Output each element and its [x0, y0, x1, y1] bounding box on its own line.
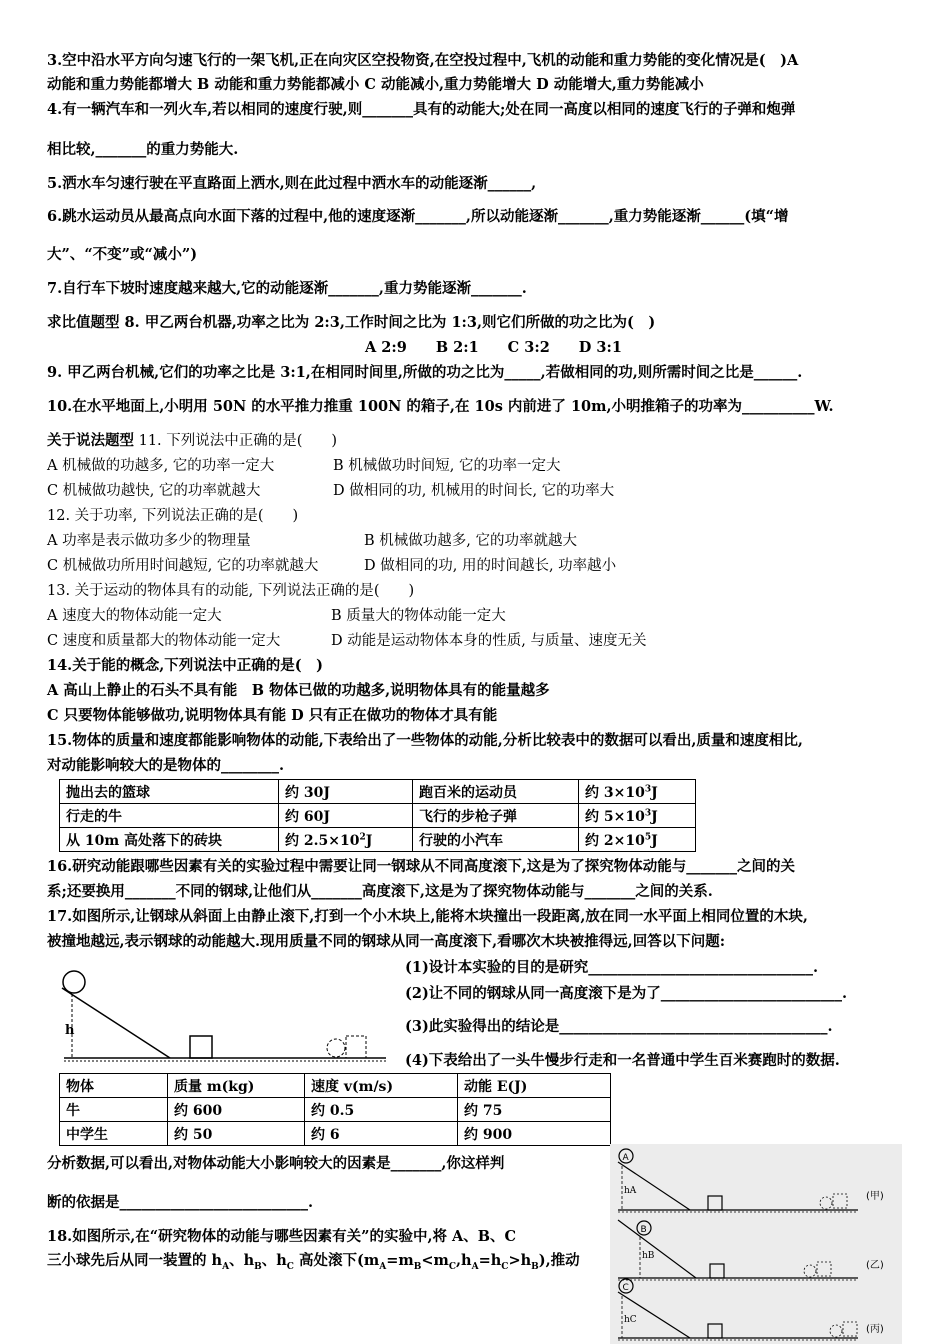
- abc-ramp-figure: [610, 1144, 902, 1344]
- q18-sub: C: [286, 1261, 294, 1272]
- exponent: 5: [644, 831, 652, 842]
- table-cell: 约 600: [168, 1098, 305, 1122]
- cell-value: 约 5×10: [585, 808, 645, 825]
- table-cell: [579, 804, 696, 828]
- table-cell: 约 75: [458, 1098, 611, 1122]
- table-cell: 飞行的步枪子弹: [413, 804, 579, 828]
- q5-line1: 5.洒水车匀速行驶在平直路面上洒水,则在此过程中洒水车的动能逐渐______,: [47, 175, 537, 192]
- q17-after2: 断的依据是__________________________.: [47, 1194, 314, 1211]
- q15-line2: 对动能影响较大的是物体的________.: [47, 757, 285, 774]
- table-cell: [279, 828, 413, 852]
- q10-line1: 10.在水平地面上,小明用 50N 的水平推力推重 100N 的箱子,在 10s 内前进了 10m,小明推箱子的功率为__________W.: [47, 398, 834, 415]
- table-header-cell: 物体: [60, 1074, 168, 1098]
- steel-ball: [63, 971, 85, 993]
- unit: J: [651, 832, 658, 849]
- height-label-c: hC: [624, 1315, 637, 1325]
- table-cell: [579, 828, 696, 852]
- cell-value: 约 2.5×10: [285, 832, 360, 849]
- exponent: 2: [359, 831, 366, 842]
- q9-line1: 9. 甲乙两台机械,它们的功率之比是 3:1,在相同时间里,所做的功之比为_____,若做相同的功,则所需时间之比是______.: [47, 364, 803, 381]
- q12-stem: 12. 关于功率, 下列说法正确的是( ): [47, 508, 299, 524]
- table-cell: 从 10m 高处落下的砖块: [60, 828, 279, 852]
- height-label: h: [65, 1023, 75, 1038]
- height-label-a: hA: [624, 1186, 637, 1196]
- figure-background: [610, 1144, 902, 1344]
- table-cell: 约 60J: [279, 804, 413, 828]
- q16-line2: 系;还要换用_______不同的钢球,让他们从_______高度滚下,这是为了探究物体动能与_______之间的关系.: [47, 883, 713, 900]
- ball-ghost: [327, 1039, 345, 1057]
- q14-stem: 14.关于能的概念,下列说法中正确的是( ): [47, 657, 323, 674]
- q18-line1: 18.如图所示,在“研究物体的动能与哪些因素有关”的实验中,将 A、B、C: [47, 1228, 517, 1245]
- q17-sub2: (2)让不同的钢球从同一高度滚下是为了_________________________.: [405, 985, 848, 1002]
- q17-after1: 分析数据,可以看出,对物体动能大小影响较大的因素是_______,你这样判: [47, 1155, 505, 1172]
- incline-ramp-figure: [52, 966, 392, 1066]
- panel-tag-a: (甲): [866, 1191, 884, 1202]
- table-row: [60, 828, 696, 852]
- table-row: [60, 1098, 611, 1122]
- q11-prefix: 关于说法题型: [47, 432, 134, 449]
- exponent: 3: [644, 807, 652, 818]
- q12-opt-d: D 做相同的功, 用的时间越长, 功率越小: [364, 558, 617, 574]
- q7-line1: 7.自行车下坡时速度越来越大,它的动能逐渐_______,重力势能逐渐_______.: [47, 280, 527, 297]
- table-cell: 约 50: [168, 1122, 305, 1146]
- cell-value: 约 2×10: [585, 832, 645, 849]
- q4-line1: 4.有一辆汽车和一列火车,若以相同的速度行驶,则_______具有的动能大;处在同一高度以相同的速度飞行的子弹和炮弹: [47, 101, 796, 118]
- unit: J: [651, 808, 658, 825]
- table-cell: 约 6: [305, 1122, 458, 1146]
- q12-opt-b: B 机械做功越多, 它的功率就越大: [364, 533, 577, 549]
- unit: J: [365, 832, 373, 849]
- q11-opt-b: B 机械做功时间短, 它的功率一定大: [333, 458, 561, 474]
- q6-line2: 大”、“不变”或“减小”): [47, 246, 198, 263]
- table-cell: [579, 780, 696, 804]
- q17-data-table: [59, 1073, 611, 1146]
- q12-opt-a: A 功率是表示做功多少的物理量: [47, 533, 251, 549]
- q13-opt-c: C 速度和质量都大的物体动能一定大: [47, 633, 281, 649]
- q16-line1: 16.研究动能跟哪些因素有关的实验过程中需要让同一钢球从不同高度滚下,这是为了探究物体动能与_______之间的关: [47, 858, 796, 875]
- q11-opt-d: D 做相同的功, 机械用的时间长, 它的功率大: [333, 483, 615, 499]
- panel-tag-b: (乙): [866, 1260, 884, 1271]
- height-label-b: hB: [642, 1251, 655, 1261]
- q14-opt-cd: C 只要物体能够做功,说明物体具有能 D 只有正在做功的物体才具有能: [47, 707, 498, 724]
- table-header-cell: 动能 E(J): [458, 1074, 611, 1098]
- q11-stem-text: 11. 下列说法中正确的是( ): [134, 433, 338, 449]
- table-header-cell: 质量 m(kg): [168, 1074, 305, 1098]
- q18-sub: C: [501, 1261, 509, 1272]
- q11-opt-a: A 机械做的功越多, 它的功率一定大: [47, 458, 275, 474]
- q11-stem: [47, 432, 337, 450]
- q18-text: 三小球先后从同一装置的 h: [47, 1252, 223, 1269]
- q18-line2: [47, 1252, 580, 1270]
- q15-energy-table: [59, 779, 696, 852]
- q18-text: 、h: [229, 1252, 255, 1269]
- q18-sub: B: [413, 1261, 422, 1272]
- ramp-slope: [62, 988, 170, 1058]
- q15-line1: 15.物体的质量和速度都能影响物体的动能,下表给出了一些物体的动能,分析比较表中的数据可以看出,质量和速度相比,: [47, 732, 803, 749]
- q12-opt-c: C 机械做功所用时间越短, 它的功率就越大: [47, 558, 319, 574]
- exponent: 3: [644, 783, 652, 794]
- q8-options: A 2:9 B 2:1 C 3:2 D 3:1: [365, 339, 622, 356]
- q4-line2: 相比较,_______的重力势能大.: [47, 141, 239, 158]
- q18-text: =m: [386, 1252, 414, 1269]
- q3-line2: 动能和重力势能都增大 B 动能和重力势能都减小 C 动能减小,重力势能增大 D 动能增大,重力势能减小: [47, 76, 704, 93]
- table-cell: 行驶的小汽车: [413, 828, 579, 852]
- table-row: [60, 804, 696, 828]
- q17-sub1: (1)设计本实验的目的是研究_______________________________.: [405, 959, 819, 976]
- q14-opt-ab: A 高山上静止的石头不具有能 B 物体已做的功越多,说明物体具有的能量越多: [47, 682, 550, 699]
- table-row: [60, 1122, 611, 1146]
- q3-line1: 3.空中沿水平方向匀速飞行的一架飞机,正在向灾区空投物资,在空投过程中,飞机的动能和重力势能的变化情况是( )A: [47, 52, 799, 69]
- q18-text: <m: [421, 1252, 449, 1269]
- q17-sub4: (4)下表给出了一头牛慢步行走和一名普通中学生百米赛跑时的数据.: [405, 1052, 840, 1069]
- table-cell: 约 30J: [279, 780, 413, 804]
- q17-line1: 17.如图所示,让钢球从斜面上由静止滚下,打到一个小木块上,能将木块撞出一段距离,放在同一水平面上相同位置的木块,: [47, 908, 808, 925]
- q18-text: =h: [478, 1252, 502, 1269]
- q18-text: ,h: [455, 1252, 472, 1269]
- q13-opt-b: B 质量大的物体动能一定大: [331, 608, 506, 624]
- q6-line1: 6.跳水运动员从最高点向水面下落的过程中,他的速度逐渐_______,所以动能逐渐_______,重力势能逐渐______(填“增: [47, 208, 789, 225]
- wooden-block: [190, 1036, 212, 1058]
- q8-line1: 求比值题型 8. 甲乙两台机器,功率之比为 2:3,工作时间之比为 1:3,则它们所做的功之比为( ): [47, 314, 656, 331]
- panel-tag-c: (丙): [866, 1324, 884, 1335]
- table-cell: 行走的牛: [60, 804, 279, 828]
- table-header-cell: 速度 v(m/s): [305, 1074, 458, 1098]
- q17-line2: 被撞地越远,表示钢球的动能越大.现用质量不同的钢球从同一高度滚下,看哪次木块被推得远,回答以下问题:: [47, 933, 726, 950]
- q18-sub: A: [379, 1261, 387, 1272]
- q13-opt-a: A 速度大的物体动能一定大: [47, 608, 222, 624]
- table-cell: 约 900: [458, 1122, 611, 1146]
- table-cell: 抛出去的篮球: [60, 780, 279, 804]
- q11-opt-c: C 机械做功越快, 它的功率就越大: [47, 483, 261, 499]
- block-ghost: [346, 1036, 366, 1058]
- table-cell: 中学生: [60, 1122, 168, 1146]
- ball-c-label: C: [622, 1283, 629, 1293]
- q13-stem: 13. 关于运动的物体具有的动能, 下列说法正确的是( ): [47, 583, 415, 599]
- table-row: [60, 780, 696, 804]
- ball-a-label: A: [622, 1153, 629, 1163]
- q18-sub: B: [531, 1261, 539, 1272]
- q18-text: ),推动: [538, 1252, 580, 1269]
- q18-text: 、h: [261, 1252, 287, 1269]
- q17-sub3: (3)此实验得出的结论是_____________________________________.: [405, 1018, 833, 1035]
- q18-sub: A: [471, 1261, 479, 1272]
- table-cell: 牛: [60, 1098, 168, 1122]
- q18-sub: B: [254, 1261, 262, 1272]
- q13-opt-d: D 动能是运动物体本身的性质, 与质量、速度无关: [331, 633, 647, 649]
- q18-sub: A: [222, 1261, 230, 1272]
- q18-sub: C: [448, 1261, 456, 1272]
- ball-b-label: B: [640, 1225, 647, 1235]
- cell-value: 约 3×10: [585, 784, 645, 801]
- q18-text: 高处滚下(m: [293, 1252, 380, 1269]
- table-cell: 跑百米的运动员: [413, 780, 579, 804]
- unit: J: [651, 784, 658, 801]
- q18-text: >h: [508, 1252, 532, 1269]
- table-header-row: [60, 1074, 611, 1098]
- table-cell: 约 0.5: [305, 1098, 458, 1122]
